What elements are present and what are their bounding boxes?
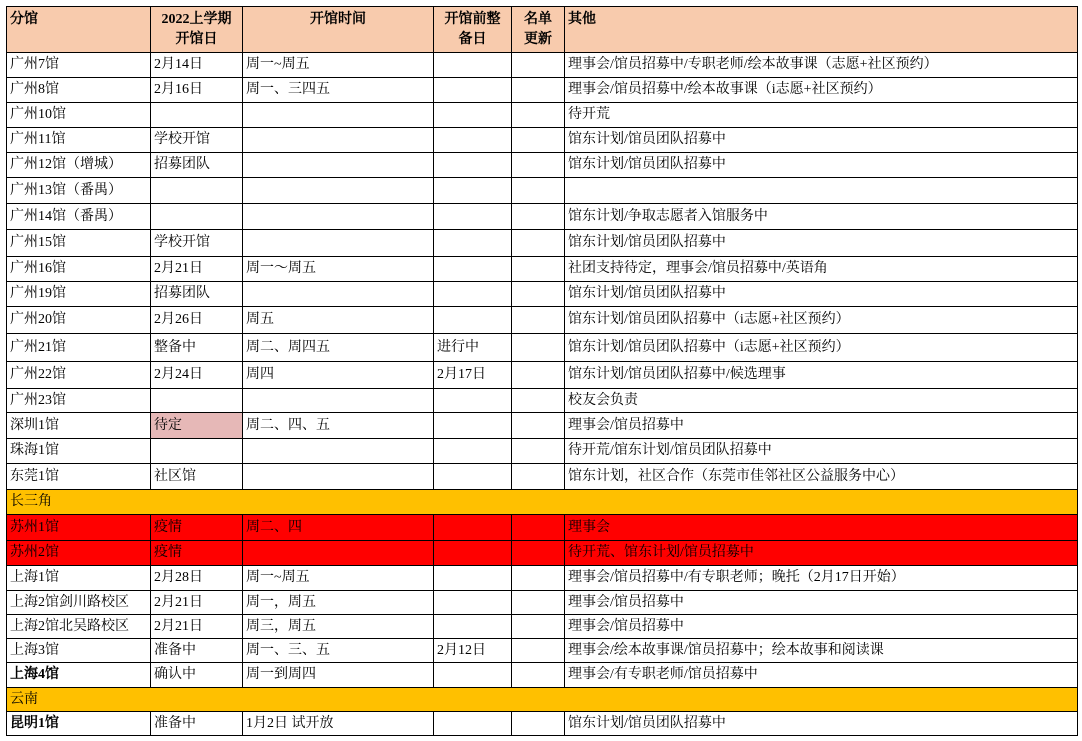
open-date-cell[interactable]: 准备中: [151, 712, 243, 736]
prep-date-cell[interactable]: [434, 663, 512, 688]
prep-date-cell[interactable]: [434, 541, 512, 566]
prep-date-cell[interactable]: [434, 464, 512, 490]
table-row: [7, 464, 1078, 490]
branch-cell[interactable]: 广州19馆: [7, 282, 151, 307]
list-update-cell[interactable]: [512, 362, 565, 389]
list-update-cell[interactable]: [512, 153, 565, 178]
open-date-cell[interactable]: 2月14日: [151, 53, 243, 78]
notes-cell[interactable]: 理事会/馆员招募中/绘本故事课（i志愿+社区预约）: [565, 78, 1078, 103]
prep-date-cell[interactable]: [434, 78, 512, 103]
branch-cell[interactable]: 广州13馆（番禺）: [7, 178, 151, 204]
header-branch[interactable]: 分馆: [7, 7, 151, 53]
hours-cell[interactable]: [243, 282, 434, 307]
branch-cell[interactable]: 上海1馆: [7, 566, 151, 591]
list-update-cell[interactable]: [512, 663, 565, 688]
prep-date-cell[interactable]: [434, 282, 512, 307]
branch-cell[interactable]: 苏州2馆: [7, 541, 151, 566]
prep-date-cell[interactable]: [434, 153, 512, 178]
branch-cell[interactable]: 广州12馆（增城）: [7, 153, 151, 178]
hours-cell[interactable]: [243, 204, 434, 230]
notes-cell[interactable]: 待开荒、馆东计划/馆员招募中: [565, 541, 1078, 566]
hours-cell[interactable]: [243, 439, 434, 464]
notes-cell[interactable]: 理事会/馆员招募中: [565, 413, 1078, 439]
notes-cell[interactable]: 馆东计划/馆员团队招募中: [565, 712, 1078, 736]
hours-cell[interactable]: 周一~周五: [243, 566, 434, 591]
hours-cell[interactable]: 周一到周四: [243, 663, 434, 688]
open-date-cell[interactable]: 2月21日: [151, 591, 243, 615]
header-prep-date[interactable]: 开馆前整 备日: [434, 7, 512, 53]
spreadsheet-range: [6, 6, 1077, 736]
list-update-cell[interactable]: [512, 413, 565, 439]
notes-cell[interactable]: 馆东计划/馆员团队招募中: [565, 128, 1078, 153]
list-update-cell[interactable]: [512, 128, 565, 153]
prep-date-cell[interactable]: [434, 257, 512, 282]
list-update-cell[interactable]: [512, 230, 565, 257]
branch-cell[interactable]: 上海2馆北吴路校区: [7, 615, 151, 639]
hours-cell[interactable]: 周一，周五: [243, 591, 434, 615]
branch-schedule-table: [6, 6, 1078, 736]
branch-cell[interactable]: 上海4馆: [7, 663, 151, 688]
open-date-cell[interactable]: 学校开馆: [151, 128, 243, 153]
open-date-cell[interactable]: [151, 439, 243, 464]
open-date-cell[interactable]: 招募团队: [151, 282, 243, 307]
hours-cell[interactable]: [243, 103, 434, 128]
open-date-cell[interactable]: 2月21日: [151, 257, 243, 282]
table-row: [7, 389, 1078, 413]
table-row: [7, 307, 1078, 334]
open-date-cell[interactable]: 准备中: [151, 639, 243, 663]
table-row: [7, 230, 1078, 257]
list-update-cell[interactable]: [512, 615, 565, 639]
table-row: [7, 712, 1078, 736]
region-group: [7, 688, 1078, 736]
hours-cell[interactable]: 周三，周五: [243, 615, 434, 639]
branch-cell[interactable]: 上海2馆剑川路校区: [7, 591, 151, 615]
hours-cell[interactable]: 周一～周五: [243, 257, 434, 282]
hours-cell[interactable]: 周一~周五: [243, 53, 434, 78]
branch-cell[interactable]: 广州7馆: [7, 53, 151, 78]
table-row: [7, 53, 1078, 78]
table-row: [7, 439, 1078, 464]
open-date-cell[interactable]: 2月24日: [151, 362, 243, 389]
list-update-cell[interactable]: [512, 78, 565, 103]
branch-cell[interactable]: 苏州1馆: [7, 515, 151, 541]
prep-date-cell[interactable]: [434, 53, 512, 78]
region-row: [7, 490, 1078, 515]
notes-cell[interactable]: 馆东计划/馆员团队招募中/候选理事: [565, 362, 1078, 389]
table-row: [7, 515, 1078, 541]
notes-cell[interactable]: 馆东计划/馆员团队招募中: [565, 153, 1078, 178]
open-date-cell[interactable]: 2月28日: [151, 566, 243, 591]
hours-cell[interactable]: [243, 178, 434, 204]
notes-cell[interactable]: 馆东计划/馆员团队招募中（i志愿+社区预约）: [565, 334, 1078, 362]
prep-date-cell[interactable]: 2月17日: [434, 362, 512, 389]
open-date-cell[interactable]: 社区馆: [151, 464, 243, 490]
branch-cell[interactable]: 广州15馆: [7, 230, 151, 257]
list-update-cell[interactable]: [512, 566, 565, 591]
open-date-cell[interactable]: 疫情: [151, 541, 243, 566]
header-open-date[interactable]: 2022上学期 开馆日: [151, 7, 243, 53]
list-update-cell[interactable]: [512, 178, 565, 204]
hours-cell[interactable]: 周一、三、五: [243, 639, 434, 663]
open-date-cell[interactable]: 2月21日: [151, 615, 243, 639]
prep-date-cell[interactable]: [434, 591, 512, 615]
table-row: [7, 128, 1078, 153]
notes-cell[interactable]: 理事会/馆员招募中/有专职老师；晚托（2月17日开始）: [565, 566, 1078, 591]
branch-cell[interactable]: 广州8馆: [7, 78, 151, 103]
table-row: [7, 591, 1078, 615]
prep-date-cell[interactable]: 进行中: [434, 334, 512, 362]
table-row: [7, 282, 1078, 307]
region-group: [7, 490, 1078, 688]
open-date-cell[interactable]: 疫情: [151, 515, 243, 541]
table-row: [7, 362, 1078, 389]
open-date-cell[interactable]: 招募团队: [151, 153, 243, 178]
open-date-cell[interactable]: [151, 389, 243, 413]
hours-cell[interactable]: 周二、四、五: [243, 413, 434, 439]
branch-cell[interactable]: 广州22馆: [7, 362, 151, 389]
region-label[interactable]: 长三角: [7, 490, 1078, 515]
hours-cell[interactable]: 周一、三四五: [243, 78, 434, 103]
notes-cell[interactable]: 待开荒/馆东计划/馆员团队招募中: [565, 439, 1078, 464]
notes-cell[interactable]: 理事会/馆员招募中/专职老师/绘本故事课（志愿+社区预约）: [565, 53, 1078, 78]
hours-cell[interactable]: [243, 541, 434, 566]
list-update-cell[interactable]: [512, 639, 565, 663]
notes-cell[interactable]: [565, 178, 1078, 204]
notes-cell[interactable]: 理事会: [565, 515, 1078, 541]
header-hours[interactable]: 开馆时间: [243, 7, 434, 53]
region-label[interactable]: 云南: [7, 688, 1078, 712]
open-date-cell[interactable]: 2月26日: [151, 307, 243, 334]
open-date-cell[interactable]: 2月16日: [151, 78, 243, 103]
list-update-cell[interactable]: [512, 464, 565, 490]
table-row: [7, 663, 1078, 688]
prep-date-cell[interactable]: [434, 128, 512, 153]
hours-cell[interactable]: 周五: [243, 307, 434, 334]
open-date-cell[interactable]: 待定: [151, 413, 243, 439]
list-update-cell[interactable]: [512, 389, 565, 413]
table-row: [7, 78, 1078, 103]
prep-date-cell[interactable]: [434, 178, 512, 204]
list-update-cell[interactable]: [512, 282, 565, 307]
hours-cell[interactable]: 周二、周四五: [243, 334, 434, 362]
open-date-cell[interactable]: 整备中: [151, 334, 243, 362]
prep-date-cell[interactable]: [434, 515, 512, 541]
table-row: [7, 566, 1078, 591]
hours-cell[interactable]: 周二、四: [243, 515, 434, 541]
open-date-cell[interactable]: [151, 178, 243, 204]
notes-cell[interactable]: 馆东计划，社区合作（东莞市佳邻社区公益服务中心）: [565, 464, 1078, 490]
hours-cell[interactable]: 周四: [243, 362, 434, 389]
notes-cell[interactable]: 校友会负责: [565, 389, 1078, 413]
table-row: [7, 639, 1078, 663]
open-date-cell[interactable]: 学校开馆: [151, 230, 243, 257]
prep-date-cell[interactable]: [434, 307, 512, 334]
table-row: [7, 541, 1078, 566]
hours-cell[interactable]: 1月2日 试开放: [243, 712, 434, 736]
open-date-cell[interactable]: [151, 204, 243, 230]
list-update-cell[interactable]: [512, 257, 565, 282]
branch-cell[interactable]: 珠海1馆: [7, 439, 151, 464]
table-row: [7, 413, 1078, 439]
hours-cell[interactable]: [243, 128, 434, 153]
notes-cell[interactable]: 待开荒: [565, 103, 1078, 128]
prep-date-cell[interactable]: [434, 230, 512, 257]
branch-cell[interactable]: 广州16馆: [7, 257, 151, 282]
list-update-cell[interactable]: [512, 439, 565, 464]
hours-cell[interactable]: [243, 230, 434, 257]
table-row: [7, 178, 1078, 204]
open-date-cell[interactable]: 确认中: [151, 663, 243, 688]
list-update-cell[interactable]: [512, 307, 565, 334]
header-notes[interactable]: 其他: [565, 7, 1078, 53]
branch-cell[interactable]: 深圳1馆: [7, 413, 151, 439]
prep-date-cell[interactable]: [434, 413, 512, 439]
notes-cell[interactable]: 馆东计划/馆员团队招募中: [565, 282, 1078, 307]
branch-cell[interactable]: 广州14馆（番禺）: [7, 204, 151, 230]
prep-date-cell[interactable]: [434, 566, 512, 591]
hours-cell[interactable]: [243, 389, 434, 413]
prep-date-cell[interactable]: [434, 439, 512, 464]
list-update-cell[interactable]: [512, 712, 565, 736]
list-update-cell[interactable]: [512, 515, 565, 541]
prep-date-cell[interactable]: [434, 204, 512, 230]
prep-date-cell[interactable]: [434, 103, 512, 128]
branch-cell[interactable]: 东莞1馆: [7, 464, 151, 490]
branch-cell[interactable]: 广州21馆: [7, 334, 151, 362]
header-row: [7, 7, 1078, 53]
notes-cell[interactable]: 理事会/馆员招募中: [565, 615, 1078, 639]
notes-cell[interactable]: 理事会/馆员招募中: [565, 591, 1078, 615]
prep-date-cell[interactable]: [434, 615, 512, 639]
table-row: [7, 204, 1078, 230]
notes-cell[interactable]: 馆东计划/馆员团队招募中: [565, 230, 1078, 257]
list-update-cell[interactable]: [512, 591, 565, 615]
branch-cell[interactable]: 昆明1馆: [7, 712, 151, 736]
table-row: [7, 103, 1078, 128]
region-group: [7, 53, 1078, 490]
list-update-cell[interactable]: [512, 53, 565, 78]
list-update-cell[interactable]: [512, 334, 565, 362]
notes-cell[interactable]: 馆东计划/馆员团队招募中（i志愿+社区预约）: [565, 307, 1078, 334]
table-row: [7, 153, 1078, 178]
notes-cell[interactable]: 理事会/有专职老师/馆员招募中: [565, 663, 1078, 688]
table-row: [7, 615, 1078, 639]
branch-cell[interactable]: 广州20馆: [7, 307, 151, 334]
region-row: [7, 688, 1078, 712]
table-row: [7, 334, 1078, 362]
branch-cell[interactable]: 上海3馆: [7, 639, 151, 663]
notes-cell[interactable]: 馆东计划/争取志愿者入馆服务中: [565, 204, 1078, 230]
prep-date-cell[interactable]: [434, 389, 512, 413]
hours-cell[interactable]: [243, 153, 434, 178]
prep-date-cell[interactable]: 2月12日: [434, 639, 512, 663]
prep-date-cell[interactable]: [434, 712, 512, 736]
list-update-cell[interactable]: [512, 541, 565, 566]
list-update-cell[interactable]: [512, 103, 565, 128]
notes-cell[interactable]: 理事会/绘本故事课/馆员招募中；绘本故事和阅读课: [565, 639, 1078, 663]
header-list-update[interactable]: 名单 更新: [512, 7, 565, 53]
notes-cell[interactable]: 社团支持待定，理事会/馆员招募中/英语角: [565, 257, 1078, 282]
table-row: [7, 257, 1078, 282]
branch-cell[interactable]: 广州10馆: [7, 103, 151, 128]
branch-cell[interactable]: 广州23馆: [7, 389, 151, 413]
hours-cell[interactable]: [243, 464, 434, 490]
branch-cell[interactable]: 广州11馆: [7, 128, 151, 153]
list-update-cell[interactable]: [512, 204, 565, 230]
open-date-cell[interactable]: [151, 103, 243, 128]
